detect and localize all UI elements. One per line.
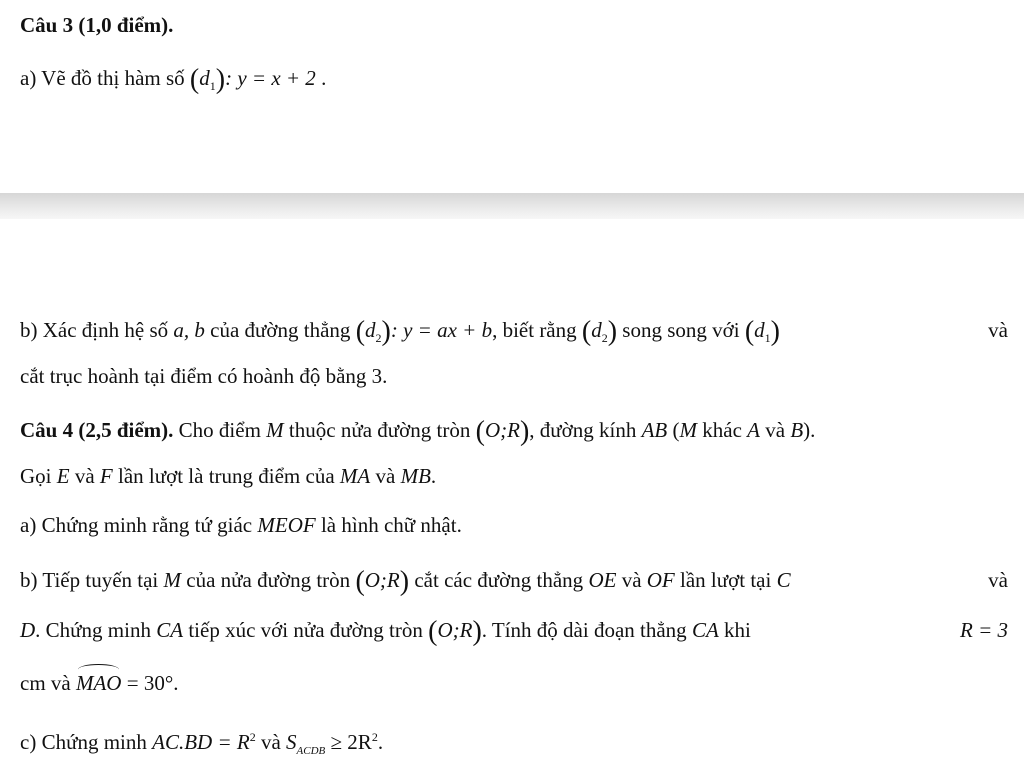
q4b-cm: cm và [20,671,71,695]
q3b-d2-again: d [591,318,602,342]
q4b-CA2: CA [691,618,719,642]
q3b-ab: a, b [173,318,205,342]
q4a-1: a) Chứng minh rằng tứ giác [20,513,253,537]
q4b-M: M [163,568,182,592]
q4-AB: AB [641,418,668,442]
q4c-2: và [260,730,281,754]
q4-F: F [99,464,113,488]
question-4-title: Câu 4 (2,5 điểm). [20,418,174,442]
q4-MB: MB [400,464,431,488]
q4b-CA: CA [156,618,184,642]
q3b-d2: d [365,318,376,342]
q4b-deg: = 30°. [126,671,179,695]
q4-t5: khác [702,418,742,442]
q4c-sq2: 2 [371,730,378,744]
q4b-1: b) Tiếp tuyến tại [20,568,159,592]
q3b-text4: song song với [622,318,740,342]
question-3b-line2: cắt trục hoành tại điểm có hoành độ bằng 3. [20,364,388,388]
q3a-equation: : y = x + 2 [225,66,316,90]
q3b-d1-sub: 1 [764,331,771,346]
q4b-OE: OE [588,568,617,592]
q4-OR: O;R [484,418,520,442]
q4-t3: , đường kính [529,418,637,442]
q4-l2e: . [430,464,437,488]
q4-l2a: Gọi [20,464,52,488]
question-4c [20,722,1008,766]
question-4b-line1: b) Tiếp tuyến tại M của nửa đường tròn (O;R) cắt các đường thẳng OE và OF lần lượt tại C và [20,566,1008,597]
q4-l2c: lần lượt là trung điểm của [117,464,335,488]
q4b-MAO-angle: MAO [76,668,122,698]
q4b-R-eq: R = 3 [960,618,1008,642]
q3b-d2-sub: 2 [375,331,382,346]
q4b-3: cắt các đường thẳng [414,568,584,592]
question-3a: a) Vẽ đồ thị hàm số $(d_1)$: y = x + 2 . [20,64,327,95]
q4-B: B [790,418,804,442]
q4a-MEOF: MEOF [257,513,316,537]
q4-t7: ). [803,418,816,442]
q4b-D: D [20,618,36,642]
q3a-d: d [199,66,210,90]
question-3b-line1: b) Xác định hệ số a, b của đường thẳng $(d_2)$: y = ax + b, biết rằng $(d_2)$ song song với $(d_1)$ và [20,315,1008,353]
q4b-5: lần lượt tại [680,568,772,592]
q4b-8: tiếp xúc với nửa đường tròn [188,618,423,642]
q4c-end: . [377,730,384,754]
q3b-text3: , biết rằng [492,318,577,342]
question-4b-line2: D. Chứng minh CA tiếp xúc với nửa đường tròn (O;R). Tính độ dài đoạn thẳng CA khi R = 3 [20,616,1008,647]
page-divider [0,193,1024,219]
q3b-va: và [988,318,1008,342]
question-4a [20,510,1008,540]
q3a-text: a) Vẽ đồ thị hàm số [20,66,185,90]
q4c-1: c) Chứng minh [20,730,147,754]
q4-E: E [56,464,70,488]
q4-M: M [266,418,284,442]
q4-t4: ( [672,418,680,442]
q4-t2: thuộc nửa đường tròn [288,418,471,442]
q4b-2: của nửa đường tròn [186,568,351,592]
q4b-OR2: O;R [437,618,473,642]
q4c-ineq: ≥ 2R [330,730,372,754]
q4b-9: . Tính độ dài đoạn thẳng [481,618,687,642]
q4-MA: MA [339,464,371,488]
q4-l2d: và [375,464,396,488]
q3b-text1: b) Xác định hệ số [20,318,169,342]
q4a-2: là hình chữ nhật. [320,513,462,537]
q4b-4: và [621,568,642,592]
q4c-sq: 2 [249,730,256,744]
q4b-C: C [776,568,791,592]
q4b-OF: OF [646,568,675,592]
question-4b-line3 [20,668,1008,698]
q4c-S-sub: ACDB [296,745,326,758]
q4-t1: Cho điểm [178,418,261,442]
q4b-6: và [988,568,1008,592]
q4c-ACBD: AC.BD = R [152,730,250,754]
q4-A: A [747,418,760,442]
q4b-7: . Chứng minh [35,618,151,642]
q3b-text2: của đường thẳng [210,318,351,342]
question-3-title: Câu 3 (1,0 điểm). [20,13,174,37]
q4b-10: khi [724,618,751,642]
q4c-S: S [286,730,297,754]
q4-l2b: và [74,464,95,488]
q3b-d1: d [754,318,765,342]
q4-M2: M [679,418,697,442]
q4-t6: và [765,418,786,442]
q3b-equation: : y = ax + b [390,318,493,342]
q3a-end: . [321,66,327,90]
question-4-line1: Câu 4 (2,5 điểm). Cho điểm M thuộc nửa đường tròn (O;R), đường kính AB (M khác A và B). [20,416,816,447]
q3b-d2-again-sub: 2 [601,331,608,346]
q3a-sub: 1 [209,79,216,94]
q4b-OR: O;R [364,568,400,592]
question-4-line2 [20,461,1008,491]
